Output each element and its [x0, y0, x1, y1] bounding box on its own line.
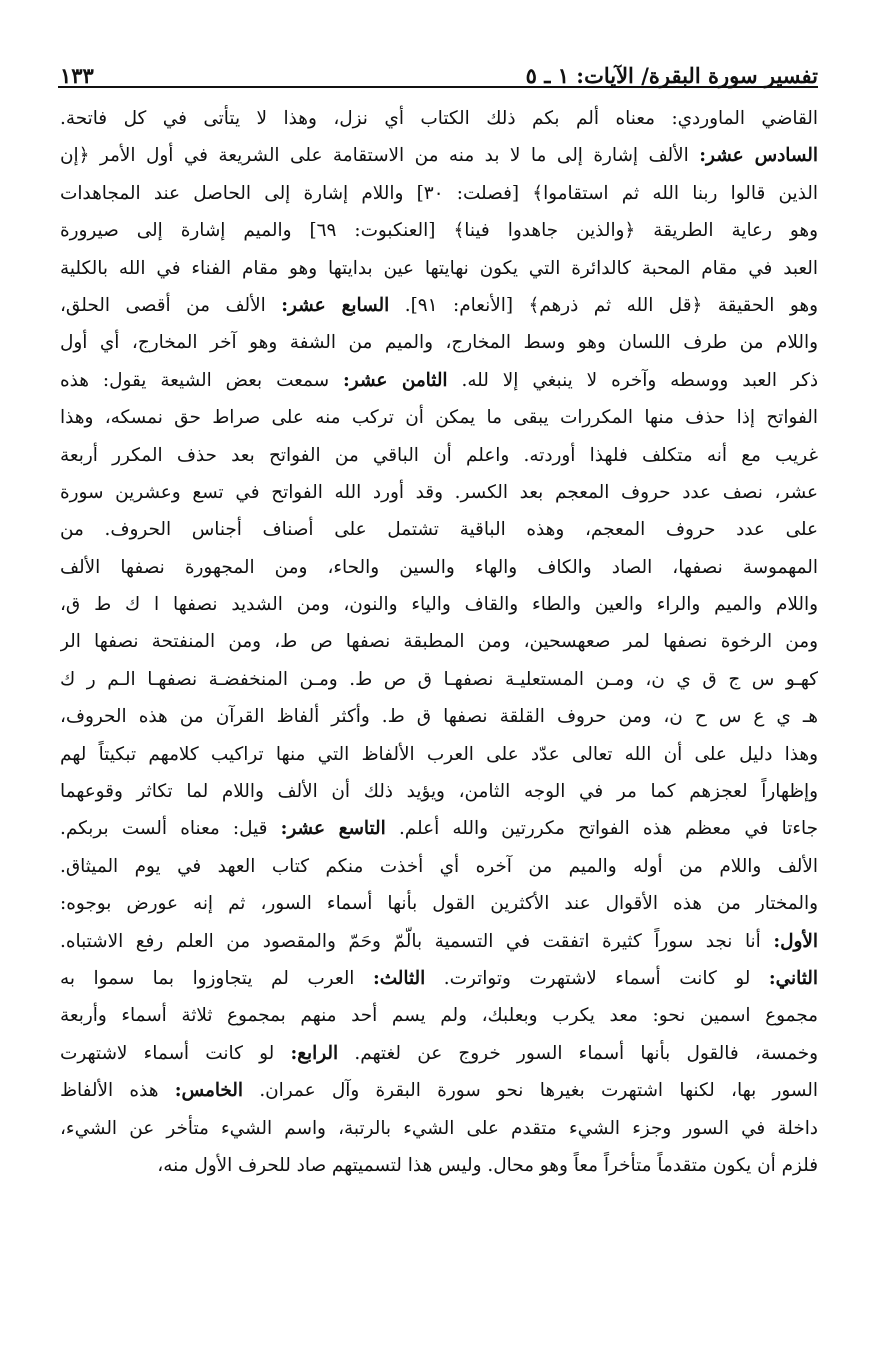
- text-run: القاضي الماوردي: معناه ألم بكم ذلك الكتاب أي نزل، وهذا لا يتأتى في كل فاتحة.: [60, 108, 818, 129]
- text-run: عشر، نصف عدد حروف المعجم بعد الكسر. وقد أورد الله الفواتح في تسع وعشرين سورة: [60, 481, 818, 503]
- section-label: التاسع عشر:: [280, 818, 386, 840]
- text-run: وهو الحقيقة ﴿قل الله ثم ذرهم﴾ [الأنعام: ٩١].: [389, 294, 818, 316]
- text-line: [60, 810, 818, 847]
- section-label: السابع عشر:: [281, 294, 390, 316]
- text-line: [60, 212, 818, 249]
- text-run: وهذا دليل على أن الله تعالى عدّد على العرب الألفاظ التي منها تراكيب كلامهم تبكيتاً لهم: [60, 743, 818, 765]
- text-run: قيل: معناه ألست بربكم.: [60, 818, 281, 840]
- text-run: وهو رعاية الطريقة ﴿والذين جاهدوا فينا﴾ [العنكبوت: ٦٩] والميم إشارة إلى صيرورة: [60, 220, 818, 242]
- text-line: [60, 549, 818, 586]
- text-run: وإظهاراً لعجزهم كما مر في الوجه الثامن، ويؤيد ذلك أن الألف واللام لما تكاثر وقوعهما: [60, 781, 818, 803]
- text-line: [60, 437, 818, 474]
- text-run: غريب مع أنه متكلف فلهذا أوردته. واعلم أن الباقي من الفواتح بعد حذف المكرر أربعة: [60, 444, 818, 466]
- text-run: هـ ي ع س ح ن، ومن حروف القلقة نصفها ق ط. وأكثر ألفاظ القرآن من هذه الحروف،: [60, 706, 818, 728]
- section-label: الثاني:: [768, 967, 818, 989]
- header-rule: [58, 86, 818, 88]
- section-label: الخامس:: [174, 1080, 244, 1102]
- text-line: [60, 287, 818, 324]
- text-run: سمعت بعض الشيعة يقول: هذه: [60, 369, 344, 391]
- text-run: واللام والميم والراء والعين والطاء والقاف والياء والنون، ومن الشديد نصفها ا ك ط ق،: [60, 594, 818, 616]
- text-run: والمختار من هذه الأقوال عند الأكثرين القول بأنها أسماء السور، ثم إنه عورض بوجوه:: [60, 893, 818, 915]
- page-number: ١٣٣: [60, 63, 94, 88]
- text-line: [60, 736, 818, 773]
- text-run: الألف إشارة إلى ما لا بد منه من الاستقامة على الشريعة في أول الأمر ﴿إن: [60, 145, 700, 167]
- section-label: الثالث:: [372, 967, 426, 989]
- text-line: [60, 848, 818, 885]
- text-line: [60, 885, 818, 922]
- text-line: [60, 661, 818, 698]
- text-line: [60, 997, 818, 1034]
- text-run: العرب لم يتجاوزوا بما سموا به: [60, 967, 373, 989]
- text-line: [60, 698, 818, 735]
- text-line: [60, 362, 818, 399]
- text-line: [60, 1035, 818, 1072]
- text-run: المهموسة نصفها، الصاد والكاف والهاء والسين والحاء، ومن المجهورة نصفها الألف: [60, 556, 818, 578]
- header-title: تفسير سورة البقرة/ الآيات: ١ ـ ٥: [525, 63, 818, 88]
- text-run: مجموع اسمين نحو: معد يكرب وبعلبك، ولم يسم أحد منهم بمجموع ثلاثة أسماء وأربعة: [60, 1005, 818, 1027]
- text-line: [60, 623, 818, 660]
- text-run: واللام من طرف اللسان وهو وسط المخارج، والميم من الشفة وهو آخر المخارج، أي أول: [60, 332, 818, 354]
- text-run: كهـو س ج ق ي ن، ومـن المستعليـة نصفهـا ق ص ط. ومـن المنخفضـة نصفهـا الـم ر ك: [60, 668, 818, 690]
- text-line: [60, 923, 818, 960]
- text-run: ومن الرخوة نصفها لمر صعهسحين، ومن المطبقة نصفها ص ط، ومن المنفتحة نصفها الر: [60, 631, 818, 653]
- page-body: [60, 100, 818, 1311]
- text-run: أنا نجد سوراً كثيرة اتفقت في التسمية بالّمّ وحَمّ والمقصود من العلم رفع الاشتباه.: [60, 930, 774, 952]
- text-line: [60, 474, 818, 511]
- text-line: [60, 1110, 818, 1147]
- text-run: داخلة في السور وجزء الشيء متقدم على الشيء بالرتبة، واسم الشيء متأخر عن الشيء،: [60, 1117, 818, 1139]
- text-run: وخمسة، فالقول بأنها أسماء السور خروج عن لغتهم.: [338, 1042, 818, 1064]
- text-run: العبد في مقام المحبة كالدائرة التي يكون نهايتها عين بدايتها وهو مقام الفناء في الله بالكلية: [60, 257, 818, 279]
- text-line: [60, 1147, 818, 1184]
- text-line: [60, 137, 818, 174]
- text-run: فلزم أن يكون متقدماً متأخراً معاً وهو محال. وليس هذا لتسميتهم صاد للحرف الأول منه،: [157, 1154, 818, 1176]
- text-line: [60, 175, 818, 212]
- section-label: الثامن عشر:: [343, 369, 448, 391]
- text-line: [60, 586, 818, 623]
- text-line: [60, 773, 818, 810]
- text-line: [60, 324, 818, 361]
- text-run: الذين قالوا ربنا الله ثم استقاموا﴾ [فصلت: ٣٠] واللام إشارة إلى الحاصل عند المجاهدات: [60, 182, 818, 204]
- text-run: ذكر العبد ووسطه وآخره لا ينبغي إلا لله.: [447, 369, 818, 391]
- section-label: السادس عشر:: [699, 145, 818, 167]
- running-header: [60, 48, 818, 88]
- text-run: لو كانت أسماء لاشتهرت: [60, 1042, 291, 1064]
- text-run: هذه الألفاظ: [60, 1080, 175, 1102]
- text-run: جاءتا في معظم هذه الفواتح مكررتين والله أعلم.: [385, 818, 818, 840]
- section-label: الأول:: [773, 930, 818, 952]
- text-run: الألف واللام من أوله والميم من آخره أي أخذت منكم كتاب العهد في يوم الميثاق.: [60, 855, 818, 877]
- text-line: [60, 250, 818, 287]
- text-run: على عدد حروف المعجم، وهذه الباقية تشتمل على أصناف أجناس الحروف. من: [60, 519, 818, 541]
- text-line: [60, 1072, 818, 1109]
- text-run: السور بها، لكنها اشتهرت بغيرها نحو سورة البقرة وآل عمران.: [243, 1080, 818, 1102]
- text-line: [60, 399, 818, 436]
- text-run: لو كانت أسماء لاشتهرت وتواترت.: [425, 967, 769, 989]
- text-line: [60, 100, 818, 137]
- text-run: الألف من أقصى الحلق،: [60, 294, 282, 316]
- section-label: الرابع:: [290, 1042, 339, 1064]
- text-line: [60, 511, 818, 548]
- text-run: الفواتح إذا حذف منها المكررات يبقى ما يمكن أن تركب منه على صراط حق نمسكه، وهذا: [60, 407, 818, 429]
- text-line: [60, 960, 818, 997]
